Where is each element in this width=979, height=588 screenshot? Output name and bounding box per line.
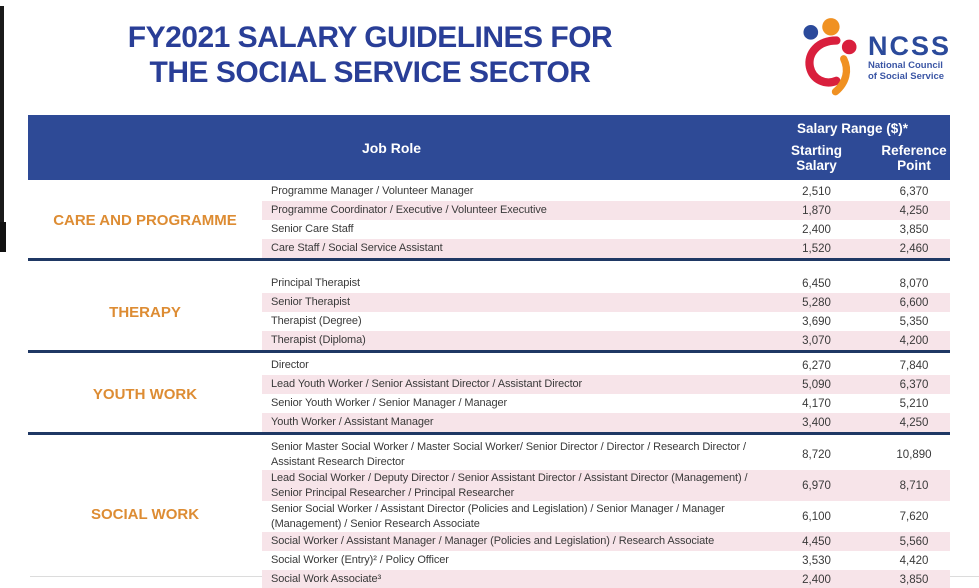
reference-point-cell: 6,370 <box>899 185 929 198</box>
section-therapy <box>28 274 950 353</box>
starting-salary-cell: 6,450 <box>802 277 831 290</box>
table-row <box>262 439 950 470</box>
scan-artifact-left-blob <box>0 222 6 252</box>
job-role-cell: Senior Master Social Worker / Master Social Worker/ Senior Director / Director / Research Director / Assistant Research Director <box>271 441 746 468</box>
category-label: CARE AND PROGRAMME <box>53 211 237 229</box>
salary-column-headers <box>755 136 950 180</box>
job-role-cell: Principal Therapist <box>271 277 360 290</box>
job-role-cell: Youth Worker / Assistant Manager <box>271 416 434 429</box>
section-rows <box>262 356 950 432</box>
starting-salary-cell: 3,400 <box>802 416 831 429</box>
ncss-acronym: NCSS <box>868 31 952 61</box>
job-role-cell: Programme Manager / Volunteer Manager <box>271 185 474 198</box>
salary-range-header-group <box>755 115 950 180</box>
job-role-cell: Social Worker / Assistant Manager / Manager (Policies and Legislation) / Research Associate <box>271 535 715 548</box>
table-row <box>262 182 950 201</box>
starting-salary-header: Starting Salary <box>790 143 842 173</box>
reference-point-cell: 5,210 <box>899 397 929 410</box>
starting-salary-cell: 2,400 <box>802 223 831 236</box>
section-rows <box>262 439 950 588</box>
starting-salary-cell: 6,970 <box>802 479 831 492</box>
ncss-logo-icon <box>798 17 862 97</box>
scan-artifact-left <box>0 6 4 252</box>
table-row <box>262 394 950 413</box>
table-row <box>262 356 950 375</box>
ncss-sub-line1: National Council <box>868 60 943 71</box>
table-row <box>262 201 950 220</box>
job-role-cell: Social Work Associate³ <box>271 573 382 586</box>
starting-salary-cell: 8,720 <box>802 448 831 461</box>
table-row <box>262 293 950 312</box>
page-title <box>55 20 685 90</box>
page-title-line2: THE SOCIAL SERVICE SECTOR <box>149 56 591 89</box>
section-rows <box>262 274 950 350</box>
starting-salary-cell: 4,170 <box>802 397 831 410</box>
reference-point-cell: 6,370 <box>899 378 929 391</box>
starting-salary-cell: 3,690 <box>802 315 831 328</box>
job-role-cell: Social Worker (Entry)² / Policy Officer <box>271 554 449 567</box>
section-social-work <box>28 439 950 588</box>
table-row <box>262 331 950 350</box>
category-label: THERAPY <box>109 303 181 321</box>
table-row <box>262 375 950 394</box>
reference-point-cell: 3,850 <box>899 223 929 236</box>
salary-table <box>28 115 950 588</box>
job-role-cell: Care Staff / Social Service Assistant <box>271 242 443 255</box>
table-row <box>262 570 950 588</box>
job-role-cell: Lead Social Worker / Deputy Director / Senior Assistant Director / Assistant Director (Management) / Senior Principal Researcher / Principal Researcher <box>271 472 748 499</box>
job-role-cell: Programme Coordinator / Executive / Volunteer Executive <box>271 204 547 217</box>
job-role-cell: Senior Youth Worker / Senior Manager / Manager <box>271 397 508 410</box>
reference-point-cell: 5,350 <box>899 315 929 328</box>
reference-point-cell: 5,560 <box>899 535 929 548</box>
starting-salary-cell: 5,090 <box>802 378 831 391</box>
starting-salary-cell: 1,870 <box>802 204 831 217</box>
reference-point-cell: 4,250 <box>899 204 929 217</box>
reference-point-cell: 4,200 <box>899 334 929 347</box>
section-rows <box>262 182 950 258</box>
starting-salary-cell: 3,530 <box>802 554 831 567</box>
category-cell <box>28 274 262 350</box>
job-role-cell: Therapist (Diploma) <box>271 334 366 347</box>
reference-point-cell: 8,710 <box>899 479 929 492</box>
table-row <box>262 413 950 432</box>
starting-salary-cell: 1,520 <box>802 242 831 255</box>
category-cell <box>28 439 262 588</box>
table-row <box>262 239 950 258</box>
ncss-sub-line2: of Social Service <box>868 71 945 82</box>
category-cell <box>28 356 262 432</box>
section-care-and-programme <box>28 182 950 261</box>
table-row <box>262 220 950 239</box>
job-role-cell: Lead Youth Worker / Senior Assistant Director / Assistant Director <box>271 378 583 391</box>
table-row <box>262 501 950 532</box>
category-cell <box>28 182 262 258</box>
reference-point-cell: 4,250 <box>899 416 929 429</box>
starting-salary-cell: 3,070 <box>802 334 831 347</box>
job-role-cell: Therapist (Degree) <box>271 315 362 328</box>
job-role-cell: Director <box>271 359 309 372</box>
reference-point-cell: 7,840 <box>899 359 929 372</box>
starting-salary-cell: 2,510 <box>802 185 831 198</box>
job-role-cell: Senior Social Worker / Assistant Director (Policies and Legislation) / Senior Manager / Manager (Management) / Senior Research Associate <box>271 503 725 530</box>
reference-point-cell: 6,600 <box>899 296 929 309</box>
ncss-logo-text <box>868 32 951 82</box>
table-row <box>262 551 950 570</box>
starting-salary-cell: 6,270 <box>802 359 831 372</box>
job-role-header: Job Role <box>361 139 422 156</box>
table-row <box>262 470 950 501</box>
reference-point-cell: 2,460 <box>899 242 929 255</box>
reference-point-cell: 4,420 <box>899 554 929 567</box>
reference-point-cell: 7,620 <box>899 510 929 523</box>
section-youth-work <box>28 356 950 435</box>
starting-salary-cell: 2,400 <box>802 573 831 586</box>
reference-point-cell: 3,850 <box>899 573 929 586</box>
table-row <box>262 532 950 551</box>
starting-salary-cell: 5,280 <box>802 296 831 309</box>
table-header <box>28 115 950 180</box>
page-title-line1: FY2021 SALARY GUIDELINES FOR <box>127 21 613 54</box>
category-label: YOUTH WORK <box>92 385 198 403</box>
table-row <box>262 274 950 293</box>
starting-salary-cell: 6,100 <box>802 510 831 523</box>
reference-point-cell: 8,070 <box>899 277 929 290</box>
table-row <box>262 312 950 331</box>
ncss-logo <box>798 16 968 98</box>
category-label: SOCIAL WORK <box>90 505 200 523</box>
job-role-cell: Senior Care Staff <box>271 223 354 236</box>
salary-range-header: Salary Range ($)* <box>796 121 909 136</box>
reference-point-header: Reference Point <box>881 143 947 173</box>
job-role-cell: Senior Therapist <box>271 296 350 309</box>
starting-salary-cell: 4,450 <box>802 535 831 548</box>
reference-point-cell: 10,890 <box>896 448 932 461</box>
